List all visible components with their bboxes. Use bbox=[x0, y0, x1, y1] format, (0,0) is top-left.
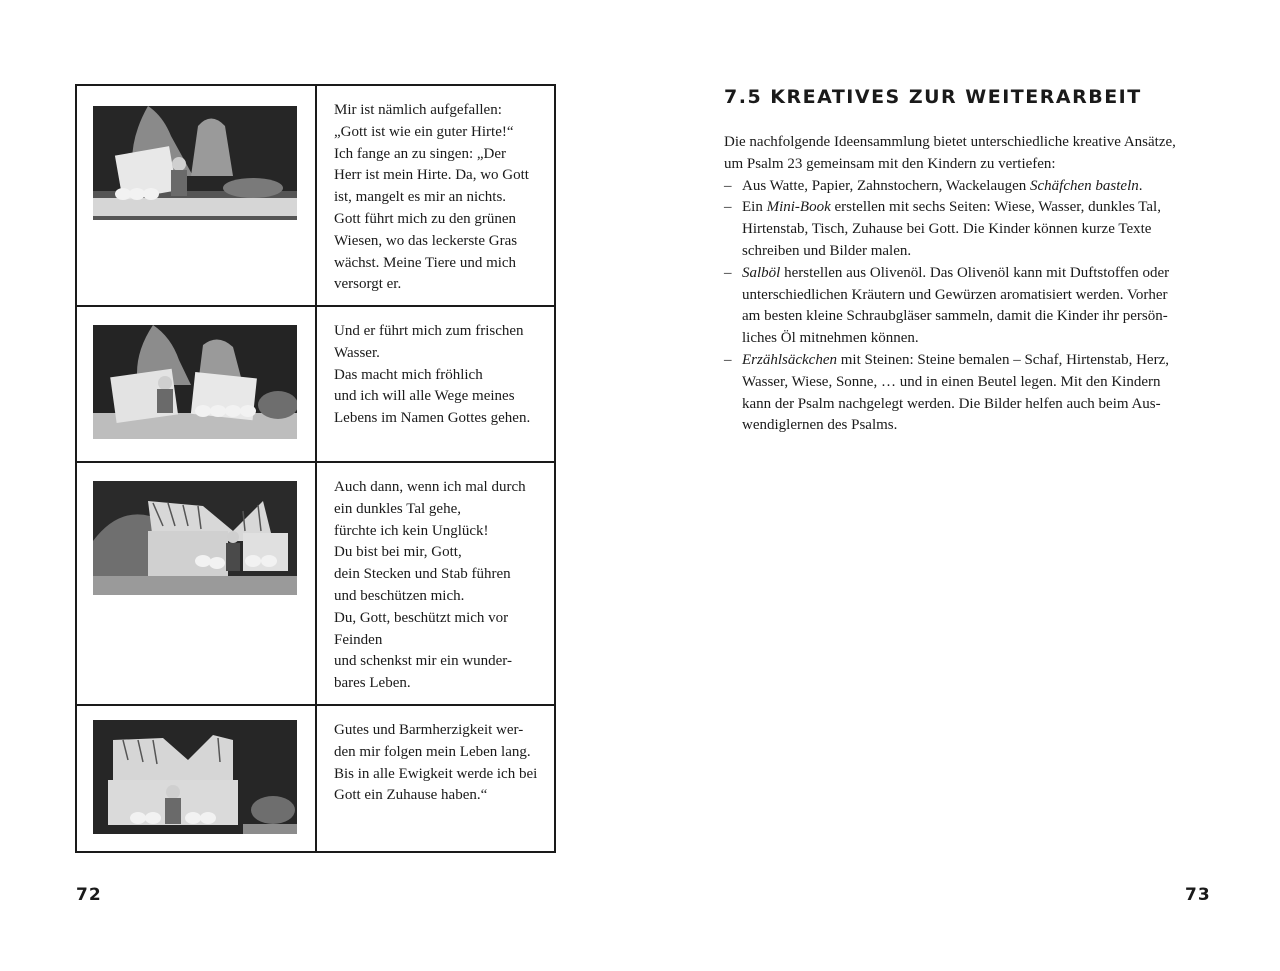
list-dash: – bbox=[724, 199, 732, 216]
emphasis-run: Salböl bbox=[742, 264, 781, 281]
list-line bbox=[742, 263, 1206, 285]
text-line: dein Stecken und Stab führen bbox=[334, 566, 511, 583]
list-item bbox=[724, 350, 1206, 437]
puppet-scene-dark-valley bbox=[93, 481, 297, 595]
list-item bbox=[724, 176, 1206, 198]
text-line: Ich fange an zu singen: „Der bbox=[334, 145, 507, 162]
text-line: Auch dann, wenn ich mal durch bbox=[334, 479, 526, 495]
puppet-scene-home bbox=[93, 720, 297, 834]
list-dash: – bbox=[724, 351, 732, 368]
text-line: versorgt er. bbox=[334, 276, 402, 293]
text-run: Ein bbox=[742, 199, 767, 216]
list-line: Hirtenstab, Tisch, Zuhause bei Gott. Die Kinder können kurze Texte bbox=[742, 221, 1152, 238]
text-line: Lebens im Namen Gottes gehen. bbox=[334, 410, 531, 427]
list-line bbox=[742, 197, 1206, 219]
text-line: Du, Gott, beschützt mich vor bbox=[334, 609, 509, 626]
text-line: Du bist bei mir, Gott, bbox=[334, 544, 462, 561]
list-item bbox=[724, 197, 1206, 262]
emphasis-run: Schäfchen basteln bbox=[1030, 177, 1139, 194]
list-line: wendiglernen des Psalms. bbox=[742, 417, 898, 434]
text-line: Und er führt mich zum frischen bbox=[334, 323, 524, 339]
body-text bbox=[724, 132, 1206, 437]
text-line: und schenkst mir ein wunder- bbox=[334, 653, 512, 670]
storyboard-text-cell bbox=[317, 706, 554, 851]
text-line: Bis in alle Ewigkeit werde ich bei bbox=[334, 765, 538, 782]
text-line: Wasser. bbox=[334, 344, 380, 361]
page-number: 72 bbox=[76, 885, 102, 905]
intro-line: Die nachfolgende Ideensammlung bietet unterschiedliche kreative Ansätze, bbox=[724, 134, 1176, 150]
puppet-scene-shepherd-sheep bbox=[93, 106, 297, 220]
text-run: herstellen aus Olivenöl. Das Olivenöl kann mit Duftstoffen oder bbox=[780, 264, 1170, 281]
text-line: fürchte ich kein Unglück! bbox=[334, 522, 489, 539]
right-page bbox=[640, 0, 1280, 971]
list-line: kann der Psalm nachgelegt werden. Die Bilder helfen auch beim Aus- bbox=[742, 395, 1161, 412]
list-line: liches Öl mitnehmen können. bbox=[742, 330, 919, 347]
text-line: wächst. Meine Tiere und mich bbox=[334, 254, 517, 271]
list-line: Wasser, Wiese, Sonne, … und in einen Beutel legen. Mit den Kindern bbox=[742, 373, 1161, 390]
text-line: „Gott ist wie ein guter Hirte!“ bbox=[334, 123, 514, 140]
text-run: . bbox=[1138, 177, 1143, 194]
storyboard-text-cell bbox=[317, 463, 554, 706]
text-run: Aus Watte, Papier, Zahnstochern, Wackelaugen bbox=[742, 177, 1031, 194]
list-line bbox=[742, 176, 1206, 198]
text-line: ein dunkles Tal gehe, bbox=[334, 500, 461, 517]
text-line: und beschützen mich. bbox=[334, 587, 465, 604]
page-number: 73 bbox=[1185, 885, 1211, 905]
emphasis-run: Erzählsäckchen bbox=[742, 351, 837, 368]
text-line: Gott ein Zuhause haben.“ bbox=[334, 787, 488, 804]
storyboard-image-cell bbox=[77, 86, 317, 307]
list-item bbox=[724, 263, 1206, 350]
emphasis-run: Mini-Book bbox=[766, 199, 831, 216]
text-line: Das macht mich fröhlich bbox=[334, 366, 483, 383]
list-dash: – bbox=[724, 264, 732, 281]
text-line: und ich will alle Wege meines bbox=[334, 388, 515, 405]
text-line: Herr ist mein Hirte. Da, wo Gott bbox=[334, 167, 529, 184]
storyboard-photo-1 bbox=[93, 106, 297, 220]
text-line: Gutes und Barmherzigkeit wer- bbox=[334, 722, 524, 738]
list-line: am besten kleine Schraubgläser sammeln, damit die Kinder ihr persön- bbox=[742, 308, 1168, 325]
text-run: erstellen mit sechs Seiten: Wiese, Wasser, dunkles Tal, bbox=[830, 199, 1161, 216]
storyboard-image-cell bbox=[77, 706, 317, 851]
text-line: Feinden bbox=[334, 631, 383, 648]
text-line: Wiesen, wo das leckerste Gras bbox=[334, 232, 518, 249]
text-line: Gott führt mich zu den grünen bbox=[334, 210, 517, 227]
storyboard-table bbox=[75, 84, 556, 853]
storyboard-photo-3 bbox=[93, 481, 297, 595]
list-line: schreiben und Bilder malen. bbox=[742, 242, 912, 259]
text-line: ist, mangelt es mir an nichts. bbox=[334, 189, 507, 206]
storyboard-image-cell bbox=[77, 307, 317, 463]
storyboard-image-cell bbox=[77, 463, 317, 706]
text-line: bares Leben. bbox=[334, 675, 411, 692]
storyboard-photo-2 bbox=[93, 325, 297, 439]
section-heading: 7.5 KREATIVES ZUR WEITERARBEIT bbox=[724, 86, 1142, 108]
storyboard-text-cell bbox=[317, 86, 554, 307]
storyboard-photo-4 bbox=[93, 720, 297, 834]
puppet-scene-water bbox=[93, 325, 297, 439]
storyboard-text-cell bbox=[317, 307, 554, 463]
list-line: unterschiedlichen Kräutern und Gewürzen aromatisiert werden. Vorher bbox=[742, 286, 1168, 303]
text-run: mit Steinen: Steine bemalen – Schaf, Hirtenstab, Herz, bbox=[836, 351, 1169, 368]
text-line: Mir ist nämlich aufgefallen: bbox=[334, 102, 502, 118]
list-line bbox=[742, 350, 1206, 372]
text-line: den mir folgen mein Leben lang. bbox=[334, 743, 531, 760]
list-dash: – bbox=[724, 177, 732, 194]
intro-line: um Psalm 23 gemeinsam mit den Kindern zu vertiefen: bbox=[724, 155, 1056, 172]
